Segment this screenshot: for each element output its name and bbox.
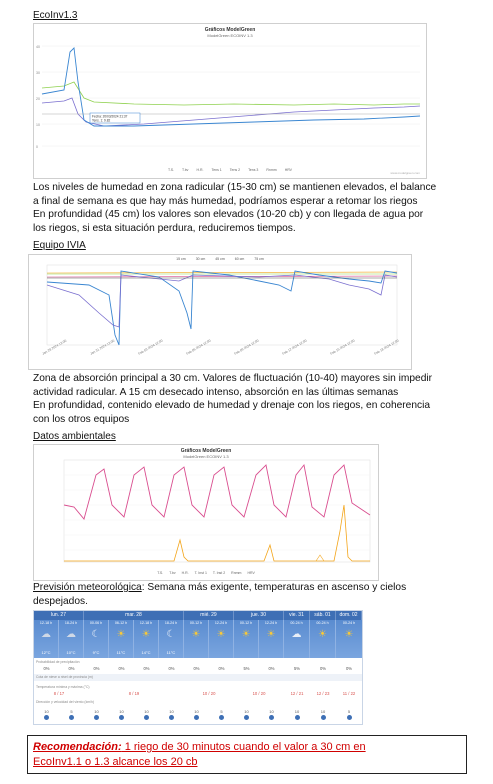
watermark: www.modelgreen.com (390, 171, 420, 175)
wind-cell (109, 709, 134, 720)
sun-icon: ☀ (141, 629, 151, 640)
legend-item: 15 cm (176, 257, 186, 261)
wind-direction-icon (169, 715, 174, 720)
legend-item: HRV (247, 571, 255, 575)
minmax-value: 10 / 20 (252, 691, 266, 696)
wind-cell (84, 709, 109, 720)
day-tab[interactable]: lun. 27 (34, 611, 84, 620)
ivia-paragraph (33, 372, 473, 426)
wind-cell (336, 709, 362, 720)
wind-value: 10 (44, 709, 49, 714)
period-cell (310, 620, 336, 658)
legend-item: Tens 2 (229, 168, 241, 172)
ambient-heading: Datos ambientales (33, 431, 116, 442)
paragraph-line: En profundidad, contenido elevado de humedad y drenaje con los riegos, en coherencia (33, 400, 431, 412)
forecast-heading: Previsión meteorológica (33, 582, 142, 593)
recommendation-label: Recomendación: (33, 741, 122, 753)
wind-direction-icon (347, 715, 352, 720)
legend-item: T.bv (169, 571, 176, 575)
wind-value: 10 (269, 709, 274, 714)
chart1-legend (34, 168, 426, 172)
period-cell (34, 620, 59, 658)
minmax-value: 10 / 20 (202, 691, 216, 696)
precip-value: 0% (268, 666, 275, 671)
wind-cell (234, 709, 259, 720)
precip-value: 0% (319, 666, 327, 671)
ivia-heading: Equipo IVIA (33, 240, 86, 251)
day-tab[interactable]: sáb. 01 (310, 611, 336, 620)
x-tick: Feb 06 2024 12:00 (185, 338, 212, 356)
legend-item: Rnmm (231, 571, 242, 575)
day-tab[interactable]: dom. 02 (336, 611, 362, 620)
wind-value: 10 (194, 709, 199, 714)
ivia-plot (29, 255, 411, 369)
legend-item: HRV (284, 168, 293, 172)
wind-cell (134, 709, 159, 720)
legend-item: T.S. (157, 571, 164, 575)
precip-value: 0% (218, 666, 225, 671)
legend-item: 75 cm (254, 257, 264, 261)
paragraph-line: Zona de absorción principal a 30 cm. Valores de fluctuación (10-40) mayores sin impedir (33, 373, 433, 384)
x-tick: Feb 18 2024 12:00 (373, 338, 400, 356)
ecoinv-heading: EcoInv1.3 (33, 10, 78, 21)
period-cell (184, 620, 209, 658)
recommendation-line-2: EcoInv1.1 o 1.3 alcance los 20 cb (33, 755, 198, 768)
precip-value: 0% (143, 666, 150, 671)
chart-title: Gráficos ModelGreen (204, 27, 256, 33)
period-hours: 12-24 h (264, 621, 278, 625)
legend-item: 45 cm (215, 257, 225, 261)
wind-value: 10 (320, 709, 326, 714)
paragraph-line: actividad radicular. A 15 cm desecado intenso, absorción en las últimas semanas (33, 386, 399, 398)
period-cell (84, 620, 109, 658)
wind-cell (209, 709, 234, 720)
x-tick: Jan 31 2024 12:00 (89, 338, 116, 356)
legend-item: H.R. (196, 168, 204, 172)
precip-value: 0% (345, 666, 353, 671)
chart-subtitle: ModelGreen ECOINV 1.3 (183, 454, 229, 459)
minmax-value: 8 / 17 (53, 691, 65, 696)
period-hours: 00-24 h (342, 621, 356, 625)
x-tick: Feb 12 2024 12:00 (281, 338, 308, 356)
period-hours: 00-06 h (89, 621, 103, 625)
moon-cloud-icon: ☾ (91, 629, 101, 640)
chart3-legend (34, 571, 378, 575)
precip-value: 5% (293, 666, 301, 671)
wind-value: 10 (169, 709, 174, 714)
wind-row (34, 709, 362, 720)
tooltip-line-1: Fecha: 20/03/2024 21:37 (92, 114, 128, 119)
svg-text:20: 20 (36, 97, 40, 101)
period-hours: 18-24 h (164, 621, 178, 625)
period-cell (209, 620, 234, 658)
period-hours: 18-24 h (64, 621, 78, 625)
precip-value: 0% (118, 666, 125, 671)
period-cell (159, 620, 184, 658)
moon-icon: ☾ (166, 629, 176, 640)
legend-item: Rnmm (266, 168, 277, 172)
period-hours: 00-12 h (189, 621, 203, 625)
day-tab[interactable]: vie. 31 (284, 611, 310, 620)
legend-item: T. Inst 1 (194, 571, 207, 575)
wind-direction-icon (44, 715, 49, 720)
sun-icon: ☀ (266, 629, 276, 640)
wind-cell (284, 709, 310, 720)
period-cell (59, 620, 84, 658)
ambient-plot (34, 445, 378, 580)
chart-subtitle: ModelGreen ECOINV 1.3 (207, 33, 253, 38)
paragraph-line: con los otros equipos (33, 413, 130, 425)
wind-direction-icon (94, 715, 99, 720)
precip-value: 0% (168, 666, 175, 671)
period-cell (134, 620, 159, 658)
paragraph-line: Los niveles de humedad en zona radicular (15-30 cm) se mantienen elevados, el balance (33, 182, 437, 193)
svg-text:10: 10 (36, 123, 40, 127)
paragraph-line: En profundidad (45 cm) los valores son elevados (10-20 cb) y con llegada de agua por (33, 209, 424, 221)
period-hours: 00-24 h (316, 621, 329, 625)
precip-row (34, 666, 362, 671)
wind-direction-icon (119, 715, 124, 720)
day-tab[interactable]: mié. 29 (184, 611, 234, 620)
recommendation-box (27, 735, 467, 774)
period-temp: 11°C (166, 650, 176, 655)
period-cell (259, 620, 284, 658)
period-cell (336, 620, 362, 658)
ivia-chart (28, 254, 412, 370)
minmax-label: Temperatura mínima y máxima (°C) (36, 685, 90, 689)
wind-value: 10 (94, 709, 99, 714)
wind-cell (310, 709, 336, 720)
minmax-value: 8 / 19 (128, 691, 140, 696)
legend-item: Tens 1 (211, 168, 222, 172)
wind-cell (34, 709, 59, 720)
sun-cloud-icon: ☀ (191, 629, 201, 640)
wind-direction-icon (194, 715, 199, 720)
wind-direction-icon (295, 715, 300, 720)
recommendation-text (33, 740, 366, 769)
paragraph-line: a final de semana es que hay más humedad, podríamos esperar a retomar los riegos (33, 195, 418, 207)
legend-item: T.S. (167, 168, 175, 172)
ecoinv-paragraph (33, 181, 473, 235)
precip-value: 0% (68, 666, 75, 671)
tooltip-line-2: Tens. 1: 9.82 (92, 118, 111, 123)
recommendation-line-1: 1 riego de 30 minutos cuando el valor a 30 cm en (121, 741, 366, 753)
x-tick: Feb 03 2024 12:00 (137, 338, 164, 356)
minmax-value: 12 / 23 (316, 691, 330, 696)
wind-cell (259, 709, 284, 720)
precip-value: 0% (43, 666, 50, 671)
precip-label: Probabilidad de precipitación (36, 660, 80, 664)
svg-text:0: 0 (36, 145, 38, 149)
precip-value: 5% (243, 666, 250, 671)
period-temp: 14°C (141, 650, 151, 655)
wind-cell (184, 709, 209, 720)
sun-cloud-icon: ☀ (116, 629, 126, 640)
wind-value: 5 (347, 709, 351, 714)
period-hours: 12-18 h (39, 621, 53, 625)
cloud-icon: ☁ (66, 629, 76, 640)
period-cell (284, 620, 310, 658)
sun-cloud-icon: ☀ (344, 629, 354, 640)
day-tab[interactable]: mar. 28 (84, 611, 184, 620)
x-tick: Jan 28 2024 12:00 (41, 338, 68, 356)
wind-value: 5 (220, 709, 223, 714)
period-temp: 10°C (66, 650, 76, 655)
period-hours: 12-18 h (139, 621, 153, 625)
period-hours: 06-12 h (114, 621, 128, 625)
forecast-strip (34, 620, 362, 658)
svg-text:30: 30 (36, 71, 40, 75)
wind-direction-icon (244, 715, 249, 720)
wind-direction-icon (269, 715, 274, 720)
legend-item: 30 cm (195, 257, 206, 261)
period-hours: 12-24 h (214, 621, 228, 625)
sun-cloud-icon: ☀ (241, 629, 251, 640)
snow-label: Cota de nieve a nivel de provincia (m) (36, 675, 93, 679)
minmax-value: 12 / 21 (290, 691, 304, 696)
legend-item: 60 cm (234, 257, 245, 261)
period-temp: 11°C (116, 650, 126, 655)
period-cell (234, 620, 259, 658)
precip-value: 0% (193, 666, 200, 671)
forecast-line-1: : Semana más exigente, temperaturas en ascenso y cielos (141, 582, 407, 593)
precip-value: 0% (93, 666, 100, 671)
period-hours: 00-24 h (290, 621, 303, 625)
legend-item: T.bv (182, 168, 189, 172)
ambient-chart (33, 444, 379, 581)
wind-label: Dirección y velocidad del viento (km/h) (36, 700, 95, 704)
wind-direction-icon (144, 715, 149, 720)
legend-item: H.R. (181, 571, 189, 575)
forecast-text (33, 581, 473, 608)
day-tab[interactable]: jue. 30 (234, 611, 284, 620)
wind-cell (59, 709, 84, 720)
ecoinv-plot (34, 24, 426, 178)
period-hours: 00-12 h (239, 621, 253, 625)
forecast-days (34, 611, 362, 620)
wind-value: 10 (244, 709, 249, 714)
ecoinv-chart (33, 23, 427, 179)
period-temp: 9°C (92, 650, 100, 655)
wind-direction-icon (69, 715, 74, 720)
x-tick: Feb 15 2024 12:00 (329, 338, 356, 356)
forecast-widget (33, 610, 363, 725)
period-temp: 12°C (41, 650, 51, 655)
legend-item: Tens 3 (248, 168, 259, 172)
paragraph-line: los riegos, si esta situación perdura, reduciremos tiempos. (33, 222, 296, 234)
legend-item: T. Inst 2 (212, 571, 226, 575)
sun-cloud-icon: ☀ (318, 629, 327, 640)
wind-value: 10 (144, 709, 149, 714)
wind-cell (159, 709, 184, 720)
wind-direction-icon (219, 715, 224, 720)
forecast-line-2: despejados. (33, 595, 88, 607)
x-tick: Feb 09 2024 12:00 (233, 338, 260, 356)
sun-cloud-icon: ☀ (216, 629, 226, 640)
cloud-icon: ☁ (291, 629, 302, 640)
wind-value: 5 (70, 709, 73, 714)
svg-text:40: 40 (36, 45, 40, 49)
minmax-value: 11 / 22 (342, 691, 356, 696)
period-cell (109, 620, 134, 658)
minmax-row (34, 691, 362, 696)
wind-direction-icon (321, 715, 326, 720)
cloud-icon: ☁ (41, 629, 51, 640)
chart-title: Gráficos ModelGreen (180, 448, 232, 454)
wind-value: 10 (294, 709, 300, 714)
wind-value: 10 (119, 709, 124, 714)
